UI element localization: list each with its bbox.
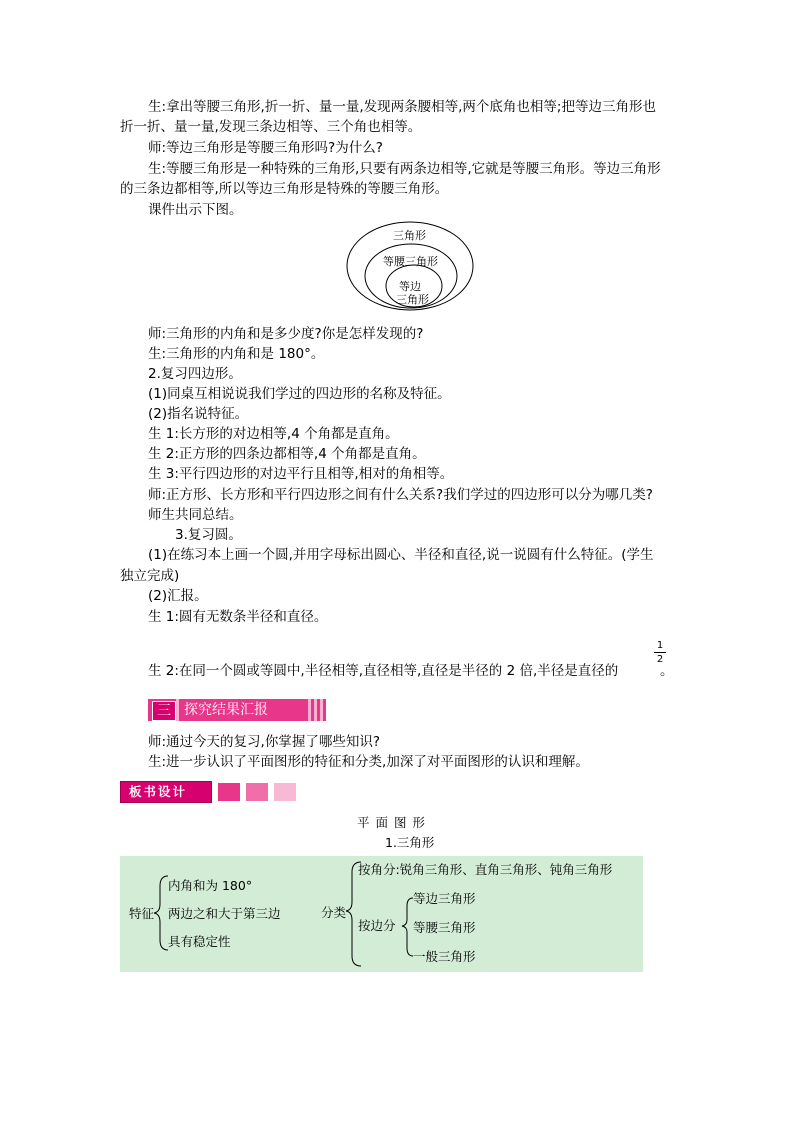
fraction-denominator: 2 xyxy=(656,654,664,665)
venn-outer-label: 三角形 xyxy=(393,229,426,242)
venn-inner-label-1: 等边 xyxy=(399,280,421,293)
text-line: (2)汇报。 xyxy=(148,588,208,604)
stripe-decoration xyxy=(176,699,179,721)
text-line: (2)指名说特征。 xyxy=(148,406,249,422)
venn-middle-label: 等腰三角形 xyxy=(383,255,438,268)
classification-label: 分类 xyxy=(321,905,347,920)
stripe-decoration xyxy=(308,699,311,721)
text-line: 独立完成) xyxy=(120,568,180,584)
fraction-bar xyxy=(654,652,666,653)
text-line-end: 。 xyxy=(660,663,674,679)
text-line: 的三条边都相等,所以等边三角形是特殊的等腰三角形。 xyxy=(120,181,449,197)
side-type-item: 等边三角形 xyxy=(413,891,476,906)
decoration-square xyxy=(218,783,240,801)
text-line: 生:拿出等腰三角形,折一折、量一量,发现两条腰相等,两个底角也相等;把等边三角形也 xyxy=(148,99,656,115)
text-line: 2.复习四边形。 xyxy=(148,366,242,382)
text-line: 生:等腰三角形是一种特殊的三角形,只要有两条边相等,它就是等腰三角形。等边三角形 xyxy=(148,161,661,177)
board-design-tag xyxy=(120,781,212,803)
text-line: 师:正方形、长方形和平行四边形之间有什么关系?我们学过的四边形可以分为哪几类? xyxy=(148,487,653,503)
triangle-summary-box xyxy=(120,856,643,972)
text-line: 生 1:长方形的对边相等,4 个角都是直角。 xyxy=(148,426,399,442)
side-type-item: 一般三角形 xyxy=(413,949,476,964)
text-line: 生 1:圆有无数条半径和直径。 xyxy=(148,609,328,625)
classify-by-side-label: 按边分 xyxy=(358,918,396,933)
board-subtitle: 1.三角形 xyxy=(385,835,435,850)
section-heading xyxy=(148,699,326,721)
text-line: 师:等边三角形是等腰三角形吗?为什么? xyxy=(148,140,383,156)
text-line: 生 2:在同一个圆或等圆中,半径相等,直径相等,直径是半径的 2 倍,半径是直径的 xyxy=(148,663,619,679)
feature-label: 特征 xyxy=(129,906,155,921)
board-title: 平 面 图 形 xyxy=(357,815,426,830)
triangle-venn-diagram xyxy=(345,220,475,312)
stripe-decoration xyxy=(320,699,323,721)
board-design-label: 板书设计 xyxy=(129,784,188,799)
side-type-item: 等腰三角形 xyxy=(413,920,476,935)
text-line: (1)在练习本上画一个圆,并用字母标出圆心、半径和直径,说一说圆有什么特征。(学生 xyxy=(148,547,654,563)
text-line: 师:三角形的内角和是多少度?你是怎样发现的? xyxy=(148,326,424,342)
fraction-numerator: 1 xyxy=(656,640,664,651)
classify-by-angle: 按角分:锐角三角形、直角三角形、钝角三角形 xyxy=(358,862,613,877)
feature-item: 具有稳定性 xyxy=(168,934,231,949)
decoration-square xyxy=(274,783,296,801)
venn-inner-label-2: 三角形 xyxy=(396,293,429,306)
text-line: 师生共同总结。 xyxy=(148,507,243,523)
text-line: 生:三角形的内角和是 180°。 xyxy=(148,346,325,362)
stripe-decoration xyxy=(314,699,317,721)
section-title: 探究结果汇报 xyxy=(184,702,268,718)
text-line: 师:通过今天的复习,你掌握了哪些知识? xyxy=(148,734,381,750)
section-number: 三 xyxy=(152,701,176,721)
text-line: (1)同桌互相说说我们学过的四边形的名称及特征。 xyxy=(148,386,451,402)
text-line: 生 3:平行四边形的对边平行且相等,相对的角相等。 xyxy=(148,466,454,482)
text-line: 生:进一步认识了平面图形的特征和分类,加深了对平面图形的认识和理解。 xyxy=(148,754,589,770)
feature-item: 两边之和大于第三边 xyxy=(168,906,281,921)
text-line: 生 2:正方形的四条边都相等,4 个角都是直角。 xyxy=(148,446,426,462)
feature-item: 内角和为 180° xyxy=(168,878,253,893)
text-line: 课件出示下图。 xyxy=(148,202,243,218)
decoration-square xyxy=(246,783,268,801)
text-line: 3.复习圆。 xyxy=(175,527,242,543)
text-line: 折一折、量一量,发现三条边相等、三个角也相等。 xyxy=(120,119,422,135)
